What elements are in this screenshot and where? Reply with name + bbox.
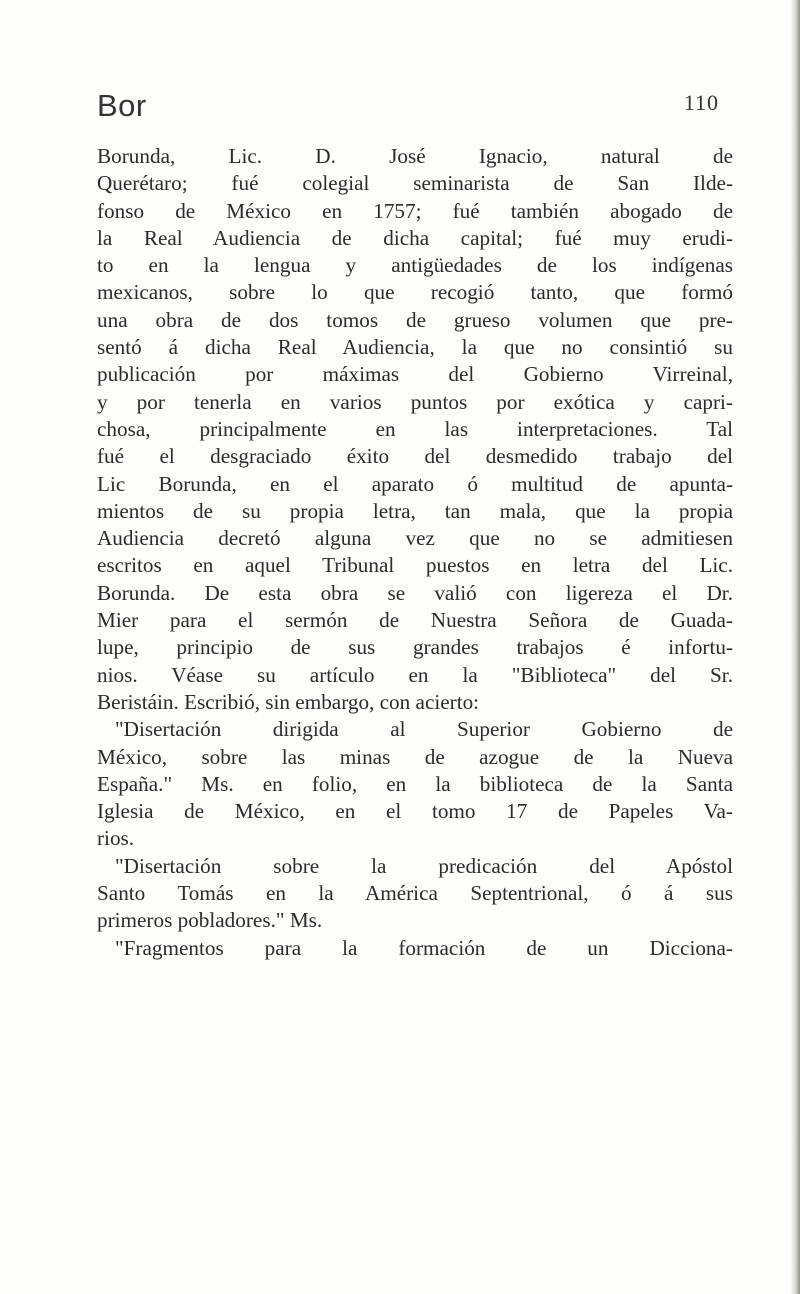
text-line: Santo Tomás en la América Septentrional, ó á sus [97, 881, 733, 906]
text-line: fonso de México en 1757; fué también abogado de [97, 198, 733, 223]
text-line: Iglesia de México, en el tomo 17 de Papeles Va- [97, 799, 733, 824]
entry-text [97, 143, 733, 962]
text-line: fué el desgraciado éxito del desmedido trabajo del [97, 444, 733, 469]
running-head-word: Bor [97, 88, 147, 123]
text-line: una obra de dos tomos de grueso volumen que pre- [97, 307, 733, 332]
text-line: Borunda, Lic. D. José Ignacio, natural de [97, 144, 733, 168]
page-number: 110 [683, 90, 719, 115]
page-edge-shadow [790, 0, 800, 1294]
text-line: primeros pobladores." Ms. [97, 908, 323, 933]
text-line: to en la lengua y antigüedades de los indígenas [97, 253, 733, 278]
text-line: México, sobre las minas de azogue de la Nueva [97, 744, 733, 769]
text-line: nios. Véase su artículo en la "Biblioteca" del Sr. [97, 662, 733, 687]
text-line: "Disertación sobre la predicación del Apóstol [115, 853, 733, 878]
running-head [97, 88, 719, 128]
text-line: Querétaro; fué colegial seminarista de San Ilde- [97, 171, 733, 196]
text-line: sentó á dicha Real Audiencia, la que no consintió su [97, 335, 733, 360]
text-line: mexicanos, sobre lo que recogió tanto, que formó [97, 280, 733, 305]
text-line: Beristáin. Escribió, sin embargo, con acierto: [97, 689, 480, 714]
text-line: "Fragmentos para la formación de un Dicciona- [115, 935, 733, 960]
text-line: Borunda. De esta obra se valió con ligereza el Dr. [97, 580, 733, 605]
text-line: rios. [97, 826, 135, 851]
text-line: publicación por máximas del Gobierno Virreinal, [97, 362, 733, 387]
text-line: chosa, principalmente en las interpretaciones. Tal [97, 416, 733, 441]
text-line: y por tenerla en varios puntos por exótica y capri- [97, 389, 733, 414]
text-line: la Real Audiencia de dicha capital; fué muy erudi- [97, 225, 733, 250]
text-line: Lic Borunda, en el aparato ó multitud de apunta- [97, 471, 733, 496]
text-line: Audiencia decretó alguna vez que no se admitiesen [97, 526, 733, 551]
text-line: lupe, principio de sus grandes trabajos é infortu- [97, 635, 733, 660]
text-line: "Disertación dirigida al Superior Gobierno de [115, 717, 733, 742]
text-line: mientos de su propia letra, tan mala, que la propia [97, 498, 733, 523]
text-line: escritos en aquel Tribunal puestos en letra del Lic. [97, 553, 733, 578]
text-line: Mier para el sermón de Nuestra Señora de Guada- [97, 608, 733, 633]
text-line: España." Ms. en folio, en la biblioteca de la Santa [97, 771, 733, 796]
